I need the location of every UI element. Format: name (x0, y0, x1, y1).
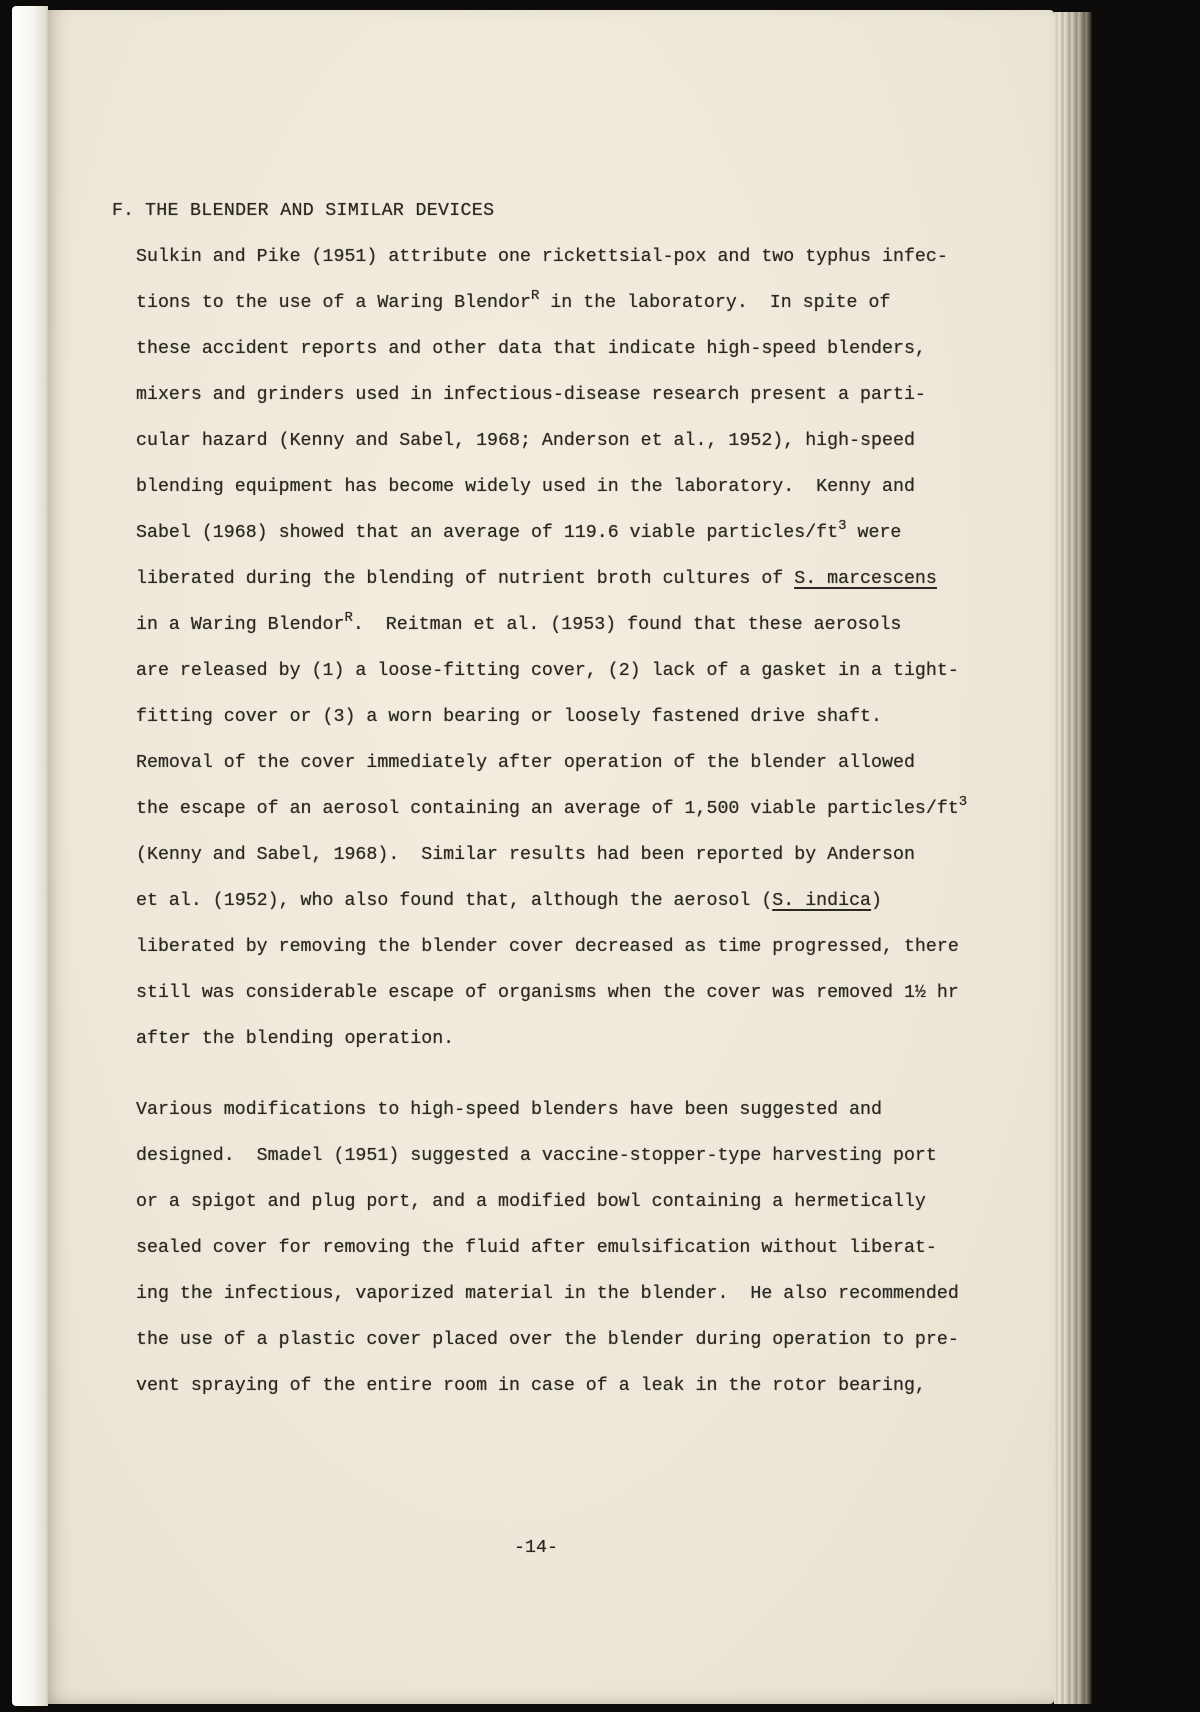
superscript: 3 (838, 518, 847, 534)
text-line (136, 648, 1022, 694)
text-line (136, 556, 1022, 602)
text-segment: ing the infectious, vaporized material in the blender. He also recommended (136, 1284, 959, 1304)
paragraph-1 (112, 234, 1022, 1062)
text-line (136, 464, 1022, 510)
text-line (136, 372, 1022, 418)
underlined-text: S. indica (772, 891, 872, 911)
text-line (136, 1087, 1022, 1133)
text-segment: sealed cover for removing the fluid after emulsification without liberat- (136, 1238, 937, 1258)
text-segment: tions to the use of a Waring Blendor (136, 293, 531, 313)
text-line (136, 1225, 1022, 1271)
page-number: -14- (514, 1538, 558, 1558)
text-line (136, 418, 1022, 464)
text-line (136, 602, 1022, 648)
superscript: 3 (958, 794, 968, 810)
text-segment: or a spigot and plug port, and a modified bowl containing a hermetically (136, 1192, 926, 1212)
text-line (136, 740, 1022, 786)
text-segment: blending equipment has become widely used in the laboratory. Kenny and (136, 477, 915, 497)
text-segment: are released by (1) a loose-fitting cover, (2) lack of a gasket in a tight- (136, 661, 959, 681)
text-segment: the escape of an aerosol containing an average of 1,500 viable particles/ft (136, 799, 959, 819)
text-line (136, 786, 1022, 832)
text-segment: were (846, 523, 902, 543)
text-segment: Removal of the cover immediately after operation of the blender allowed (136, 753, 915, 773)
text-segment: cular hazard (Kenny and Sabel, 1968; Anderson et al., 1952), high-speed (136, 431, 915, 451)
text-segment: the use of a plastic cover placed over the blender during operation to pre- (136, 1330, 959, 1350)
text-line (136, 1016, 1022, 1062)
text-segment: fitting cover or (3) a worn bearing or loosely fastened drive shaft. (136, 707, 882, 727)
superscript: R (344, 610, 353, 626)
text-segment: . Reitman et al. (1953) found that these aerosols (352, 615, 902, 635)
text-line (136, 1363, 1022, 1409)
text-line (136, 1271, 1022, 1317)
text-line (136, 694, 1022, 740)
text-segment: in a Waring Blendor (136, 615, 345, 635)
text-segment: et al. (1952), who also found that, although the aerosol ( (136, 891, 773, 911)
paragraph-2 (112, 1087, 1022, 1409)
text-segment: liberated during the blending of nutrient broth cultures of (136, 569, 795, 589)
text-line (136, 1133, 1022, 1179)
text-segment: vent spraying of the entire room in case of a leak in the rotor bearing, (136, 1376, 926, 1396)
text-segment: mixers and grinders used in infectious-disease research present a parti- (136, 385, 926, 405)
superscript: R (530, 288, 540, 304)
text-line (136, 878, 1022, 924)
page-edge-stack (1054, 12, 1092, 1704)
text-segment: Various modifications to high-speed blenders have been suggested and (136, 1100, 882, 1120)
underlined-text: S. marcescens (794, 569, 937, 589)
text-segment: after the blending operation. (136, 1029, 455, 1049)
text-segment: these accident reports and other data that indicate high-speed blenders, (136, 339, 926, 359)
text-segment: liberated by removing the blender cover decreased as time progressed, there (136, 937, 959, 957)
page-footer (112, 1525, 936, 1571)
text-segment: ) (871, 891, 883, 911)
text-line (136, 832, 1022, 878)
page-content (112, 188, 1022, 1571)
text-line (136, 1317, 1022, 1363)
section-heading (112, 188, 1022, 234)
text-line (136, 924, 1022, 970)
text-line (136, 1179, 1022, 1225)
text-segment: (Kenny and Sabel, 1968). Similar results had been reported by Anderson (136, 845, 915, 865)
text-segment: still was considerable escape of organisms when the cover was removed 1½ hr (136, 983, 959, 1003)
document-page (48, 10, 1054, 1704)
text-line (136, 234, 1022, 280)
section-title: THE BLENDER AND SIMILAR DEVICES (144, 201, 495, 221)
text-segment: designed. Smadel (1951) suggested a vaccine-stopper-type harvesting port (136, 1146, 937, 1166)
text-line (136, 510, 1022, 556)
text-segment: Sulkin and Pike (1951) attribute one rickettsial-pox and two typhus infec- (136, 247, 948, 267)
section-label: F. (112, 201, 134, 221)
text-line (136, 970, 1022, 1016)
binding-edge (12, 6, 48, 1706)
text-line (136, 326, 1022, 372)
text-segment: in the laboratory. In spite of (539, 293, 891, 313)
text-line (136, 280, 1022, 326)
text-segment: Sabel (1968) showed that an average of 119.6 viable particles/ft (136, 523, 839, 543)
